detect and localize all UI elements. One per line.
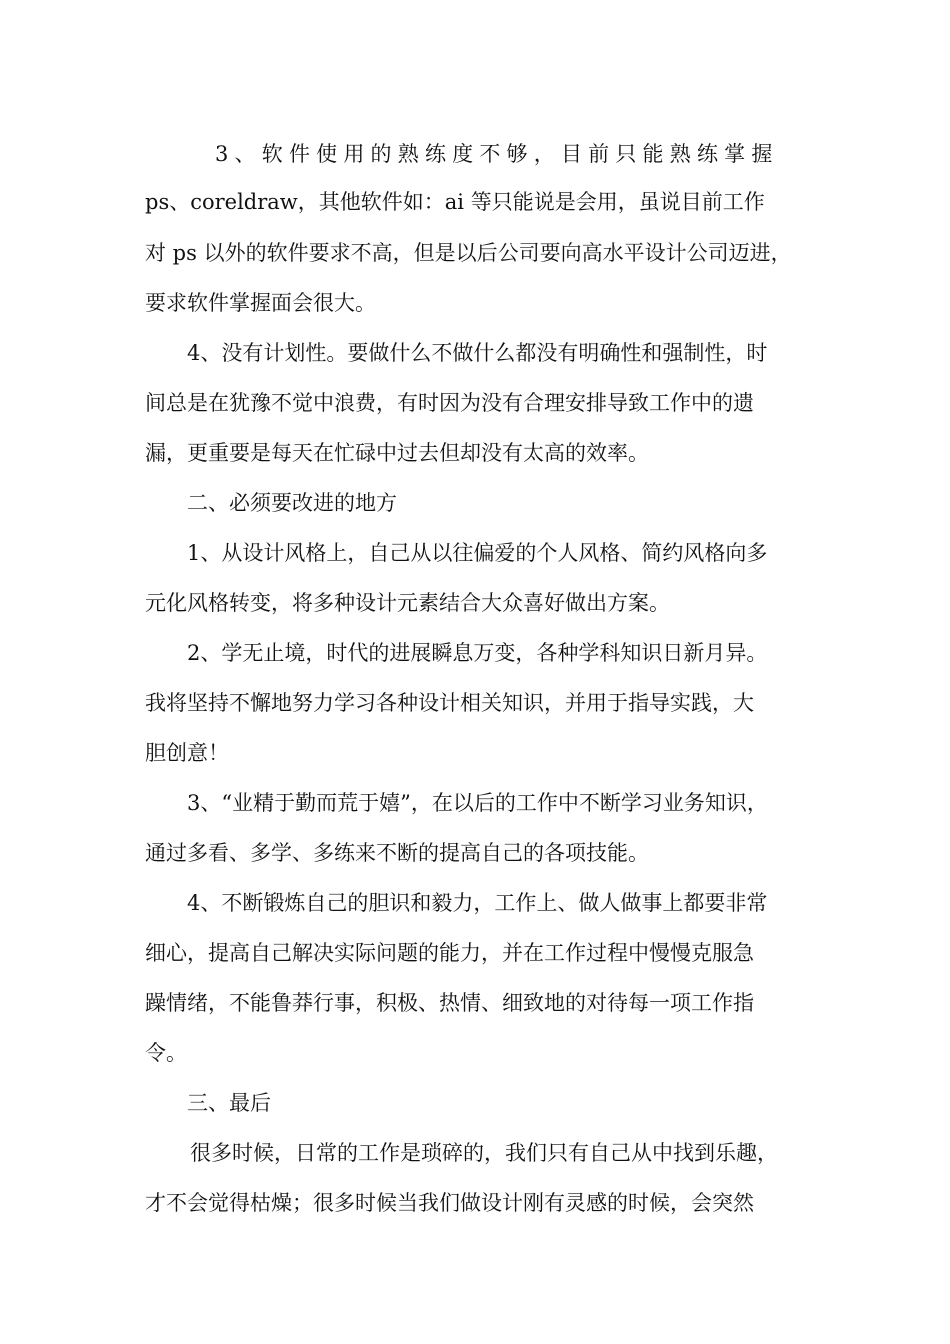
paragraph-3-line-4: 要求软件掌握面会很大。 [145, 291, 376, 315]
improve-2-line-2: 我将坚持不懈地努力学习各种设计相关知识，并用于指导实践，大 [145, 691, 754, 715]
paragraph-4-line-1: 4、没有计划性。要做什么不做什么都没有明确性和强制性，时 [187, 341, 768, 365]
paragraph-3-line-1: 3、软件使用的熟练度不够，目前只能熟练掌握 [215, 142, 779, 166]
paragraph-3-line-2: ps、coreldraw，其他软件如：ai 等只能说是会用，虽说目前工作 [145, 190, 765, 214]
paragraph-4-line-3: 漏，更重要是每天在忙碌中过去但却没有太高的效率。 [145, 441, 649, 465]
improve-2-line-1: 2、学无止境，时代的进展瞬息万变，各种学科知识日新月异。 [187, 641, 768, 665]
improve-2-line-3: 胆创意！ [145, 741, 229, 765]
paragraph-3-line-3: 对 ps 以外的软件要求不高，但是以后公司要向高水平设计公司迈进， [145, 241, 792, 265]
improve-1-line-1: 1、从设计风格上，自己从以往偏爱的个人风格、简约风格向多 [187, 541, 768, 565]
final-line-1: 很多时候，日常的工作是琐碎的，我们只有自己从中找到乐趣， [190, 1141, 778, 1165]
improve-3-line-1: 3、“业精于勤而荒于嬉”，在以后的工作中不断学习业务知识， [187, 791, 768, 815]
improve-4-line-3: 躁情绪，不能鲁莽行事，积极、热情、细致地的对待每一项工作指 [145, 991, 754, 1015]
section-heading-2: 二、必须要改进的地方 [187, 491, 397, 515]
improve-3-line-2: 通过多看、多学、多练来不断的提高自己的各项技能。 [145, 841, 649, 865]
improve-4-line-4: 令。 [145, 1041, 187, 1065]
improve-4-line-2: 细心，提高自己解决实际问题的能力，并在工作过程中慢慢克服急 [145, 941, 754, 965]
improve-4-line-1: 4、不断锻炼自己的胆识和毅力，工作上、做人做事上都要非常 [187, 891, 768, 915]
improve-1-line-2: 元化风格转变，将多种设计元素结合大众喜好做出方案。 [145, 591, 670, 615]
paragraph-4-line-2: 间总是在犹豫不觉中浪费，有时因为没有合理安排导致工作中的遗 [145, 391, 754, 415]
section-heading-3: 三、最后 [187, 1091, 271, 1115]
final-line-2: 才不会觉得枯燥；很多时候当我们做设计刚有灵感的时候，会突然 [145, 1191, 754, 1215]
